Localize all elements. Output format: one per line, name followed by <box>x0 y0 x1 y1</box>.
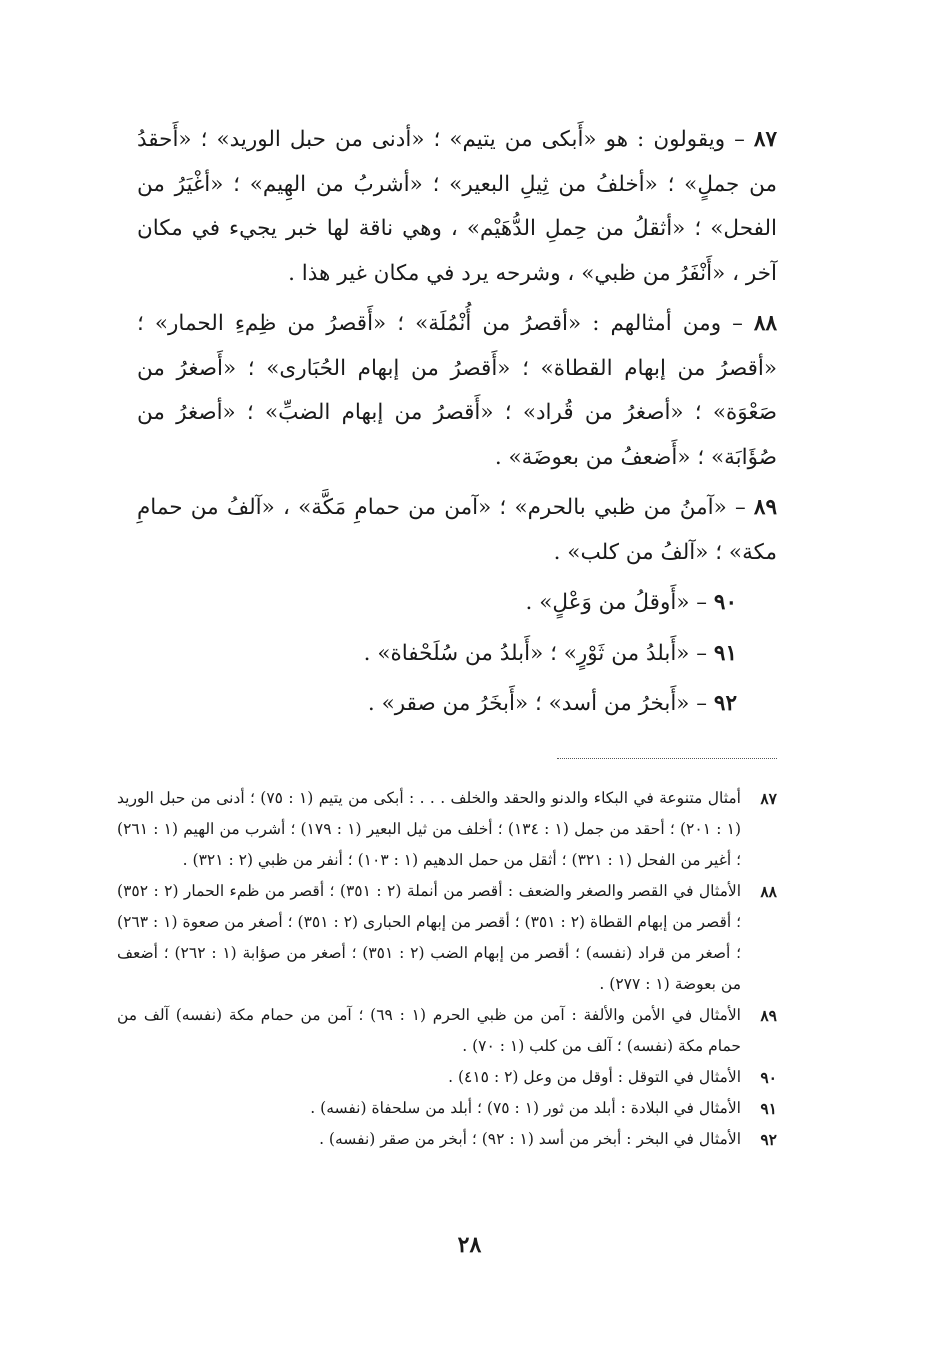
page-number: ٢٨ <box>457 1232 482 1258</box>
paragraph-text: – ومن أمثالهم : «أقصرُ من أُنْمُلَة» ؛ «أَقصرُ من ظِمءِ الحمار» ؛ «أقصرُ من إبهام القطاة» ؛ «أَقصرُ من إبهام الحُبَارى» ؛ «أَصغرُ من صَعْوَة» ؛ «أصغرُ من قُراد» ؛ «أَقصرُ من إبهام الضبِّ» ؛ «أصغرُ من صُؤَابَة» ؛ «أَضعفُ من بعوضَة» . <box>137 311 777 470</box>
footnote-89 <box>117 1000 777 1062</box>
footnote-number: ٩١ <box>760 1099 777 1118</box>
paragraph-number: ٨٧ <box>753 127 777 152</box>
footnote-text: الأمثال في البلادة : أبلد من ثور (١ : ٧٥) ؛ أبلد من سلحفاة (نفسه) . <box>310 1099 741 1117</box>
footnotes <box>117 783 777 1155</box>
paragraph-text: – ويقولون : هو «أَبكى من يتيم» ؛ «أدنى من حبل الوريد» ؛ «أَحقدُ من جملٍ» ؛ «أخلفُ من ثِيلِ البعير» ؛ «أشربُ من الهِيم» ؛ «أغْيَرُ من الفحل» ؛ «أثقلُ من حِملِ الدُّهَيْم» ، وهي ناقة لها خبر يجيء في مكان آخر ، «أَنْفَرُ من ظبي» ، وشرحه يرد في مكان غير هذا . <box>137 127 777 286</box>
footnote-90 <box>117 1062 777 1093</box>
paragraph-text: – «آمنُ من ظبي بالحرم» ؛ «آمن من حمامِ مَكَّة» ، «آلفُ من حمامِ مكة» ؛ «آلفُ من كلب» . <box>137 495 777 565</box>
footnote-divider <box>557 758 777 759</box>
paragraph-number: ٩١ <box>713 640 737 666</box>
paragraph-text: – «أَوقلُ من وَعْلٍ» . <box>525 590 714 615</box>
footnote-number: ٩٢ <box>760 1130 777 1149</box>
paragraph-90 <box>137 581 737 626</box>
footnote-text: أمثال متنوعة في البكاء والدنو والحقد والخلف . . . : أبكى من يتيم (١ : ٧٥) ؛ أدنى من حبل الوريد (١ : ٢٠١) ؛ أحقد من جمل (١ : ١٣٤) ؛ أخلف من ثيل البعير (١ : ١٧٩) ؛ أشرب من الهيم (١ : ٢٦١) ؛ أغير من الفحل (١ : ٣٢١) ؛ أثقل من حمل الدهيم (١ : ١٠٣) ؛ أنفر من ظبي (٢ : ٣٢١) . <box>117 789 742 869</box>
paragraph-number: ٩٠ <box>713 590 737 615</box>
footnote-text: الأمثال في القصر والصغر والضعف : أقصر من أنملة (٢ : ٣٥١) ؛ أقصر من ظمء الحمار (٢ : ٣٥٢) ؛ أقصر من إبهام القطاة (٢ : ٣٥١) ؛ أقصر من إبهام الحبارى (٢ : ٣٥١) ؛ أصغر من صعوة (١ : ٢٦٣) ؛ أصغر من قراد (نفسه) ؛ أقصر من إبهام الضب (٢ : ٣٥١) ؛ أصغر من صؤابة (١ : ٢٦٢) ؛ أضعف من بعوضة (١ : ٢٧٧) . <box>117 882 742 993</box>
footnote-92 <box>117 1124 777 1155</box>
main-text <box>137 118 777 733</box>
paragraph-text: – «أَبخرُ من أسد» ؛ «أَبخَرُ من صقر» . <box>367 691 714 716</box>
paragraph-89 <box>137 486 777 575</box>
paragraph-number: ٩٢ <box>713 691 737 716</box>
paragraph-text: – «أَبلدُ من ثَوْرٍ» ؛ «أَبلدُ من سُلَحْفاة» . <box>363 640 714 666</box>
paragraph-91 <box>137 632 737 677</box>
footnote-88 <box>117 876 777 1000</box>
footnote-number: ٨٩ <box>760 1006 777 1025</box>
paragraph-92 <box>137 682 737 727</box>
footnote-text: الأمثال في التوقل : أوقل من وعل (٢ : ٤١٥) . <box>448 1068 741 1086</box>
paragraph-88 <box>137 302 777 480</box>
footnote-number: ٨٨ <box>760 882 777 901</box>
footnote-text: الأمثال في الأمن والألفة : آمن من ظبي الحرم (١ : ٦٩) ؛ آمن من حمام مكة (نفسه) آلف من حمام مكة (نفسه) ؛ آلف من كلب (١ : ٧٠) . <box>117 1006 741 1055</box>
footnote-number: ٨٧ <box>760 789 777 808</box>
footnote-number: ٩٠ <box>760 1068 777 1087</box>
paragraph-87 <box>137 118 777 296</box>
footnote-text: الأمثال في البخر : أبخر من أسد (١ : ٩٢) ؛ أبخر من صقر (نفسه) . <box>319 1130 741 1148</box>
paragraph-number: ٨٨ <box>753 311 777 336</box>
footnote-87 <box>117 783 777 876</box>
footnote-91 <box>117 1093 777 1124</box>
paragraph-number: ٨٩ <box>753 495 777 520</box>
